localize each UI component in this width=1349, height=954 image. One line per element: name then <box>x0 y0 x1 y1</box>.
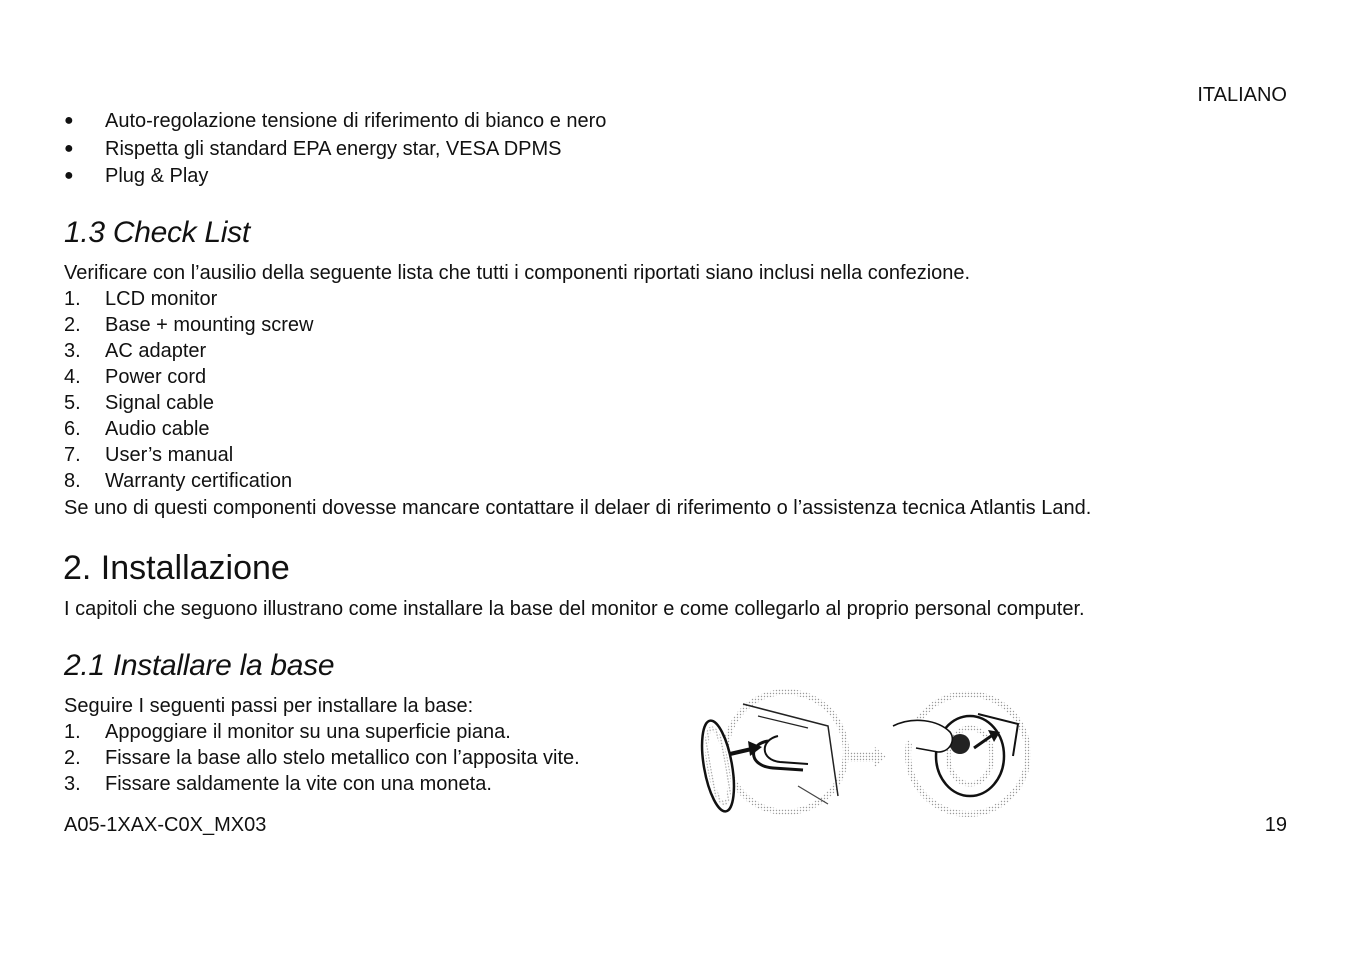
list-item: ● Auto-regolazione tensione di riferimento di bianco e nero <box>64 110 607 132</box>
arrow-right-icon <box>850 746 886 768</box>
list-item: 6. Audio cable <box>64 418 210 440</box>
list-item: 4. Power cord <box>64 366 207 388</box>
list-item: 8. Warranty certification <box>64 470 293 492</box>
bullet-icon: ● <box>64 112 74 129</box>
checklist-outro: Se uno di questi componenti dovesse mancare contattare il delaer di riferimento o l’assistenza tecnica Atlantis Land. <box>64 497 1092 519</box>
base-intro: Seguire I seguenti passi per installare la base: <box>64 695 474 717</box>
checklist-items <box>64 286 313 494</box>
list-item: 3. Fissare saldamente la vite con una moneta. <box>64 773 492 795</box>
document-code: A05-1XAX-C0X_MX03 <box>64 814 267 836</box>
screw-tighten-diagram <box>893 694 1028 814</box>
page-number: 19 <box>1264 814 1287 836</box>
checklist-intro: Verificare con l’ausilio della seguente lista che tutti i componenti riportati siano inclusi nella confezione. <box>64 262 971 284</box>
list-item: 1. Appoggiare il monitor su una superficie piana. <box>64 721 511 743</box>
list-item: ● Plug & Play <box>64 165 209 187</box>
bullet-icon: ● <box>64 167 74 184</box>
base-steps <box>64 719 580 797</box>
base-heading: 2.1 Installare la base <box>64 649 335 682</box>
installazione-intro: I capitoli che seguono illustrano come installare la base del monitor e come collegarlo al proprio personal computer. <box>64 598 1085 620</box>
base-installation-illustration <box>688 686 1044 820</box>
list-item: 5. Signal cable <box>64 392 214 414</box>
list-item: 2. Base + mounting screw <box>64 314 314 336</box>
list-item: 7. User’s manual <box>64 444 234 466</box>
base-attach-diagram <box>696 692 846 814</box>
list-item: 3. AC adapter <box>64 340 207 362</box>
feature-list <box>64 108 606 191</box>
bullet-icon: ● <box>64 139 74 157</box>
list-item: 2. Fissare la base allo stelo metallico con l’apposita vite. <box>64 747 580 769</box>
list-item: ● Rispetta gli standard EPA energy star, VESA DPMS <box>64 137 562 160</box>
checklist-heading: 1.3 Check List <box>64 216 250 249</box>
language-label: ITALIANO <box>1197 84 1287 106</box>
installazione-heading: 2. Installazione <box>63 549 290 587</box>
list-item: 1. LCD monitor <box>64 288 218 310</box>
